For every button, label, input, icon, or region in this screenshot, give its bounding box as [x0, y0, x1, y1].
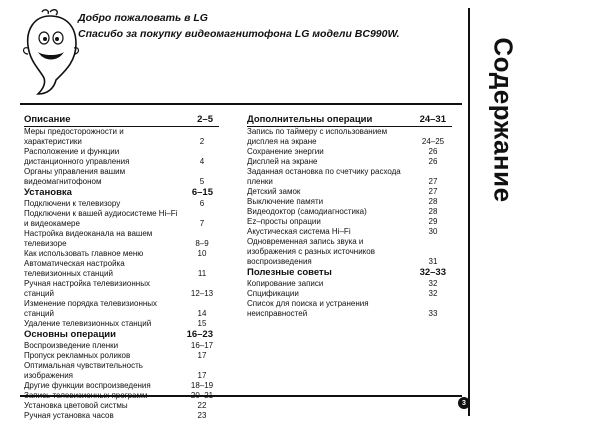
toc-entry-page: 26: [428, 157, 438, 166]
toc-entry-text: Меры предосторожности и характеристики: [24, 127, 124, 146]
toc-entry-text: Заданная остановка по счетчику расхода пленки: [247, 167, 401, 186]
section-pages: 32–33: [419, 267, 446, 278]
toc-entry-text: Список для поиска и устранения неисправностей: [247, 299, 369, 318]
toc-entry: [247, 147, 452, 157]
toc-section-heading: [247, 267, 452, 279]
toc-entry-page: 27: [428, 177, 438, 186]
toc-entry: [247, 299, 452, 319]
toc-entry: [24, 279, 219, 299]
toc-entry: [24, 401, 219, 411]
top-divider: [20, 103, 462, 105]
page-number-badge: 3: [458, 397, 470, 409]
toc-entry-page: 17: [197, 351, 207, 360]
section-pages: 6–15: [191, 187, 213, 198]
section-title: Дополнительны операции: [247, 114, 373, 125]
toc-entry: [24, 319, 219, 329]
toc-entry-page: 11: [197, 269, 207, 278]
toc-entry: [247, 227, 452, 237]
toc-entry: [24, 351, 219, 361]
toc-entry-page: 26: [428, 147, 438, 156]
toc-entry-page: 33: [428, 309, 438, 318]
toc-entry-page: 31: [428, 257, 438, 266]
section-title: Полезные советы: [247, 267, 332, 278]
section-pages: 16–23: [186, 329, 213, 340]
toc-entry: [24, 229, 219, 249]
toc-entry: [247, 289, 452, 299]
welcome-header: [78, 10, 400, 42]
thanks-line: Спасибо за покупку видеомагнитофона LG модели BC990W.: [78, 28, 400, 40]
toc-entry-text: Детский замок: [247, 187, 301, 196]
toc-entry-page: 23: [197, 411, 207, 420]
toc-entry-text: Как использовать главное меню: [24, 249, 144, 258]
toc-entry-text: Установка цветовой систмы: [24, 401, 128, 410]
toc-entry-page: 28: [428, 197, 438, 206]
toc-section-heading: [24, 329, 219, 341]
toc-right-column: [247, 114, 452, 319]
toc-entry-text: Удаление телевизионных станций: [24, 319, 152, 328]
toc-entry-text: Сохранение энергии: [247, 147, 324, 156]
toc-entry-page: 16–17: [190, 341, 214, 350]
toc-entry-text: Видеодоктор (самодиагностика): [247, 207, 367, 216]
toc-entry-text: Изменение порядка телевизионных станций: [24, 299, 158, 318]
toc-entry-page: 24–25: [421, 137, 445, 146]
section-pages: 24–31: [419, 114, 446, 125]
toc-entry: [24, 199, 219, 209]
toc-entry-text: Выключение памяти: [247, 197, 324, 206]
toc-entry: [247, 157, 452, 167]
toc-entry-text: Спцификации: [247, 289, 299, 298]
toc-entry: [24, 361, 219, 381]
toc-entry-text: Ez–просты опрации: [247, 217, 321, 226]
toc-entry-page: 32: [428, 279, 438, 288]
toc-entry: [247, 167, 452, 187]
toc-left-column: [24, 114, 219, 421]
toc-entry-page: 32: [428, 289, 438, 298]
toc-entry-page: 8–9: [195, 239, 209, 248]
toc-entry-page: 12–13: [190, 289, 214, 298]
toc-entry-text: Другие функции воспроизведения: [24, 381, 151, 390]
vertical-divider: [468, 8, 470, 416]
toc-entry: [24, 391, 219, 401]
toc-entry-page: 2: [199, 137, 205, 146]
toc-entry-text: Настройка видеоканала на вашем телевизоре: [24, 229, 153, 248]
toc-entry: [24, 209, 219, 229]
toc-entry: [247, 187, 452, 197]
toc-entry: [247, 279, 452, 289]
toc-entry-text: Пропуск рекламных роликов: [24, 351, 131, 360]
toc-entry-page: 6: [199, 199, 205, 208]
toc-entry: [24, 381, 219, 391]
section-title: Основны операции: [24, 329, 116, 340]
lg-mascot-icon: [20, 8, 82, 96]
side-title: Содержание: [488, 37, 519, 203]
toc-entry: [24, 127, 219, 147]
toc-entry-text: Дисплей на экране: [247, 157, 318, 166]
toc-entry: [24, 259, 219, 279]
toc-entry: [24, 299, 219, 319]
toc-entry-page: 18–19: [190, 381, 214, 390]
toc-section-heading: [247, 114, 452, 127]
toc-entry-page: 28: [428, 207, 438, 216]
toc-entry: [24, 341, 219, 351]
toc-entry-page: 27: [428, 187, 438, 196]
toc-section-heading: [24, 187, 219, 199]
toc-entry: [247, 237, 452, 267]
toc-entry-text: Одновременная запись звука и изображения с разных источников воспроизведения: [247, 237, 375, 266]
toc-entry: [24, 249, 219, 259]
section-title: Описание: [24, 114, 71, 125]
toc-entry-page: 17: [197, 371, 207, 380]
toc-entry-text: Расположение и функции дистанционного управления: [24, 147, 130, 166]
toc-entry-text: Автоматическая настройка телевизионных станций: [24, 259, 125, 278]
toc-entry: [247, 127, 452, 147]
toc-entry: [247, 197, 452, 207]
toc-entry-text: Акустическая система Hi–Fi: [247, 227, 351, 236]
toc-entry-text: Копирование записи: [247, 279, 324, 288]
toc-entry-text: Запись телевизионных программ: [24, 391, 148, 400]
toc-section-heading: [24, 114, 219, 127]
toc-entry-page: 29: [428, 217, 438, 226]
toc-entry-page: 14: [197, 309, 207, 318]
welcome-line: Добро пожаловать в LG: [78, 12, 208, 24]
toc-entry: [24, 411, 219, 421]
toc-entry-text: Оптимальная чувствительность изображения: [24, 361, 143, 380]
toc-entry-text: Подключени к вашей аудиосистеме Hi–Fi и видеокамере: [24, 209, 178, 228]
toc-entry-text: Воспроизведение пленки: [24, 341, 119, 350]
toc-entry-page: 20–21: [190, 391, 214, 400]
toc-entry-text: Запись по таймеру с использованием дисплея на экране: [247, 127, 388, 146]
section-title: Установка: [24, 187, 72, 198]
toc-entry-page: 15: [197, 319, 207, 328]
toc-entry-page: 4: [199, 157, 205, 166]
section-pages: 2–5: [197, 114, 213, 125]
toc-entry: [247, 217, 452, 227]
toc-entry-text: Ручная установка часов: [24, 411, 114, 420]
toc-entry-text: Органы управления вашим видеомагнитофоном: [24, 167, 126, 186]
toc-entry-page: 5: [199, 177, 205, 186]
toc-entry-page: 10: [197, 249, 207, 258]
toc-entry: [24, 167, 219, 187]
toc-entry-page: 30: [428, 227, 438, 236]
toc-entry: [247, 207, 452, 217]
toc-entry-text: Ручная настройка телевизионных станций: [24, 279, 150, 298]
toc-entry-page: 7: [199, 219, 205, 228]
toc-entry-text: Подключени к телевизору: [24, 199, 121, 208]
toc-entry-page: 22: [197, 401, 207, 410]
toc-entry: [24, 147, 219, 167]
